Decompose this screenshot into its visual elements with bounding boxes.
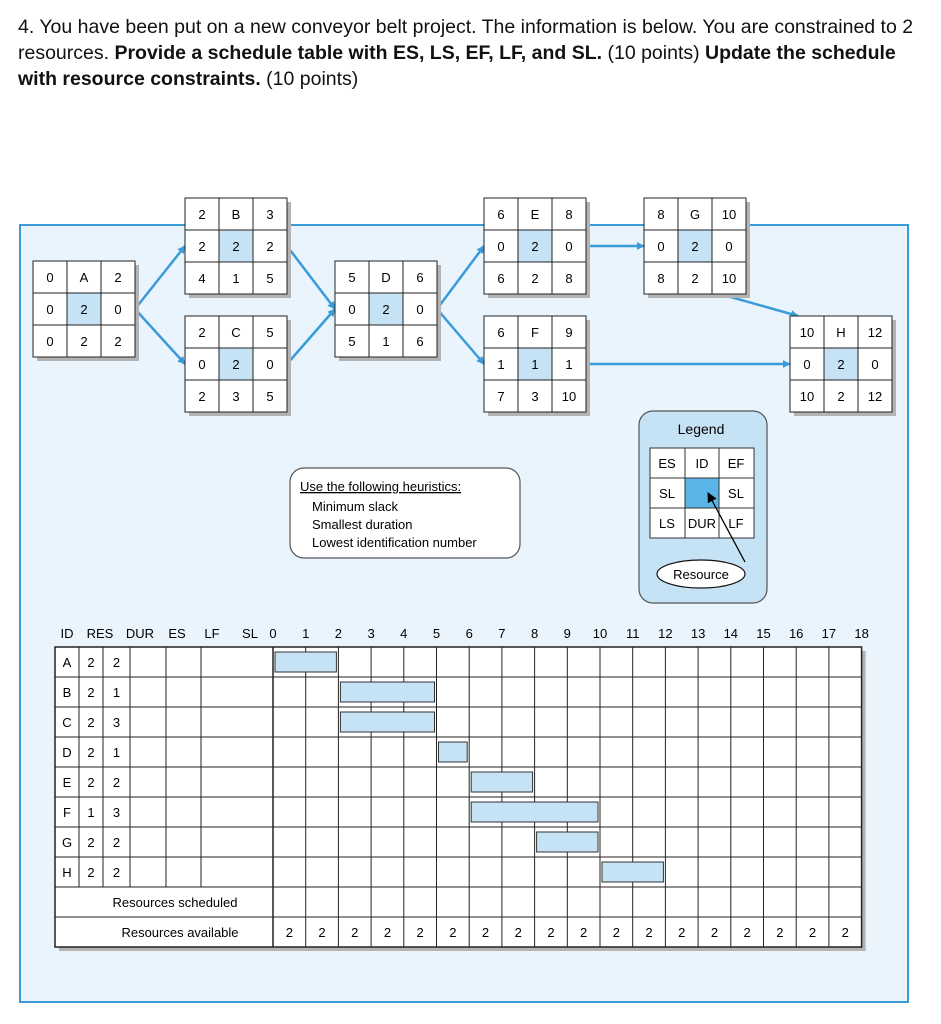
node-dur: 1 [382, 334, 390, 349]
resource-available-value: 2 [580, 925, 588, 940]
resource-available-value: 2 [285, 925, 293, 940]
node-g [644, 198, 750, 298]
schedule-table [55, 626, 869, 951]
resource-available-value: 2 [678, 925, 686, 940]
node-res: 2 [382, 302, 390, 317]
node-es: 6 [497, 207, 505, 222]
resource-available-value: 2 [383, 925, 392, 940]
resource-available-value: 2 [645, 925, 653, 940]
node-es: 10 [799, 325, 815, 340]
gantt-bar-d [439, 742, 468, 762]
node-sl: 2 [266, 239, 274, 254]
node-id: F [531, 325, 539, 340]
legend-ef: EF [727, 456, 745, 471]
node-id: G [689, 207, 701, 222]
time-label: 14 [723, 626, 739, 641]
row-dur: 1 [112, 745, 121, 760]
row-id: E [62, 775, 72, 790]
node-d [335, 261, 441, 361]
node-ef: 9 [565, 325, 573, 340]
header-es: ES [168, 626, 186, 641]
node-sl: 0 [46, 302, 54, 317]
header-id: ID [60, 626, 74, 641]
resources-scheduled-label: Resources scheduled [112, 895, 238, 910]
resource-available-value: 2 [612, 925, 620, 940]
node-res: 2 [232, 357, 240, 372]
row-id: G [61, 835, 73, 850]
node-lf: 5 [266, 389, 274, 404]
node-ls: 5 [348, 334, 356, 349]
resource-available-value: 2 [547, 925, 555, 940]
heuristic-item: Minimum slack [312, 499, 398, 514]
row-dur: 3 [112, 715, 121, 730]
gantt-bar-c [340, 712, 434, 732]
node-sl: 0 [416, 302, 424, 317]
heuristic-item: Smallest duration [312, 517, 413, 532]
time-label: 1 [302, 626, 310, 641]
node-sl: 2 [198, 239, 206, 254]
node-es: 6 [497, 325, 505, 340]
node-dur: 2 [80, 334, 88, 349]
node-id: H [836, 325, 846, 340]
row-id: D [62, 745, 72, 760]
node-lf: 10 [561, 389, 577, 404]
header-res: RES [86, 626, 114, 641]
node-ls: 8 [657, 271, 665, 286]
time-label: 7 [498, 626, 506, 641]
resource-available-value: 2 [449, 925, 457, 940]
node-ef: 3 [266, 207, 274, 222]
time-label: 12 [658, 626, 673, 641]
node-id: D [381, 270, 391, 285]
row-id: A [62, 655, 72, 670]
node-id: B [231, 207, 241, 222]
legend-es: ES [658, 456, 676, 471]
row-res: 2 [87, 835, 95, 850]
node-sl: 0 [348, 302, 356, 317]
header-lf: LF [204, 626, 220, 641]
node-ef: 10 [721, 207, 737, 222]
node-b [185, 198, 291, 298]
time-label: 3 [367, 626, 375, 641]
row-dur: 1 [112, 685, 121, 700]
question-bold1: Provide a schedule table with ES, LS, EF, LF, and SL. [114, 42, 603, 64]
node-dur: 3 [232, 389, 240, 404]
node-ef: 6 [416, 270, 424, 285]
resource-available-value: 2 [808, 925, 817, 940]
resource-available-value: 2 [481, 925, 490, 940]
node-ls: 4 [198, 271, 206, 286]
legend-sl-right: SL [728, 486, 744, 501]
node-lf: 10 [721, 271, 737, 286]
node-lf: 2 [114, 334, 122, 349]
node-dur: 2 [837, 389, 845, 404]
node-sl: 1 [565, 357, 573, 372]
resource-available-value: 2 [514, 925, 522, 940]
question-part1: 4. You have been put on a new conveyor belt project. The information is below. You are constrained to 2 resources. [18, 16, 914, 64]
legend-id: ID [695, 456, 709, 471]
row-dur: 2 [112, 655, 121, 670]
row-res: 2 [87, 715, 95, 730]
time-label: 11 [625, 626, 640, 641]
time-label: 5 [432, 626, 441, 641]
gantt-bar-b [340, 682, 434, 702]
question-part2: (10 points) [602, 42, 706, 64]
time-label: 8 [530, 626, 539, 641]
node-dur: 2 [531, 271, 539, 286]
question-bold2: Update the schedule with resource constraints. [18, 42, 896, 90]
resource-available-value: 2 [710, 925, 719, 940]
row-id: H [62, 865, 72, 880]
row-id: B [62, 685, 72, 700]
time-label: 18 [854, 626, 869, 641]
time-label: 4 [400, 626, 408, 641]
time-label: 2 [334, 626, 343, 641]
node-es: 5 [348, 270, 356, 285]
node-es: 8 [657, 207, 665, 222]
node-sl: 0 [198, 357, 206, 372]
node-sl: 0 [114, 302, 122, 317]
row-dur: 3 [112, 805, 121, 820]
node-sl: 0 [497, 239, 505, 254]
resource-available-value: 2 [743, 925, 751, 940]
node-lf: 6 [416, 334, 424, 349]
time-label: 9 [563, 626, 571, 641]
node-id: A [79, 270, 89, 285]
legend-resource: Resource [673, 567, 729, 582]
gantt-bar-f [471, 802, 598, 822]
node-sl: 1 [497, 357, 505, 372]
heuristic-item: Lowest identification number [312, 535, 477, 550]
node-ef: 2 [114, 270, 122, 285]
gantt-bar-e [471, 772, 532, 792]
node-res: 2 [691, 239, 699, 254]
node-lf: 8 [565, 271, 573, 286]
row-res: 2 [87, 655, 95, 670]
node-ls: 6 [497, 271, 505, 286]
node-res: 1 [531, 357, 539, 372]
row-dur: 2 [112, 775, 121, 790]
row-id: C [62, 715, 72, 730]
node-sl: 0 [565, 239, 573, 254]
node-res: 2 [837, 357, 845, 372]
node-ls: 10 [799, 389, 815, 404]
node-lf: 5 [266, 271, 274, 286]
node-es: 2 [198, 207, 206, 222]
node-sl: 0 [266, 357, 274, 372]
time-label: 0 [269, 626, 277, 641]
gantt-bar-h [602, 862, 663, 882]
node-id: E [530, 207, 540, 222]
node-sl: 0 [657, 239, 665, 254]
row-res: 2 [87, 865, 95, 880]
node-dur: 1 [232, 271, 240, 286]
legend-title: Legend [677, 421, 725, 437]
legend-lf: LF [728, 516, 744, 531]
row-id: F [63, 805, 71, 820]
legend [639, 411, 767, 603]
node-es: 2 [198, 325, 206, 340]
node-f [484, 316, 590, 416]
node-res: 2 [531, 239, 539, 254]
row-res: 2 [87, 685, 95, 700]
time-label: 16 [788, 626, 804, 641]
time-label: 17 [821, 626, 837, 641]
resource-available-value: 2 [318, 925, 326, 940]
node-ls: 0 [46, 334, 54, 349]
node-dur: 3 [531, 389, 539, 404]
header-dur: DUR [125, 626, 155, 641]
gantt-bar-a [275, 652, 336, 672]
node-c [185, 316, 291, 416]
time-label: 13 [690, 626, 706, 641]
header-sl: SL [242, 626, 258, 641]
resources-available-label: Resources available [121, 925, 239, 940]
question-part3: (10 points) [260, 68, 359, 90]
node-res: 2 [232, 239, 240, 254]
row-res: 2 [87, 745, 95, 760]
node-e [484, 198, 590, 298]
gantt-bar-g [537, 832, 598, 852]
time-label: 6 [465, 626, 473, 641]
time-label: 15 [756, 626, 771, 641]
node-ls: 2 [198, 389, 206, 404]
row-res: 2 [87, 775, 95, 790]
resource-available-value: 2 [841, 925, 849, 940]
resource-available-value: 2 [416, 925, 424, 940]
heuristics-title: Use the following heuristics: [300, 479, 462, 494]
node-ls: 7 [497, 389, 505, 404]
node-ef: 8 [565, 207, 573, 222]
node-res: 2 [80, 302, 88, 317]
time-label: 10 [592, 626, 608, 641]
row-dur: 2 [112, 865, 121, 880]
node-lf: 12 [867, 389, 883, 404]
node-ef: 12 [867, 325, 883, 340]
node-es: 0 [46, 270, 54, 285]
node-ef: 5 [266, 325, 274, 340]
node-sl: 0 [803, 357, 811, 372]
legend-ls: LS [659, 516, 675, 531]
resource-available-value: 2 [776, 925, 784, 940]
legend-dur: DUR [687, 516, 717, 531]
heuristics-box [290, 468, 520, 558]
node-a [33, 261, 139, 361]
node-h [790, 316, 896, 416]
node-sl: 0 [871, 357, 879, 372]
node-dur: 2 [691, 271, 699, 286]
resource-available-value: 2 [351, 925, 359, 940]
row-dur: 2 [112, 835, 121, 850]
row-res: 1 [87, 805, 95, 820]
node-sl: 0 [725, 239, 733, 254]
node-id: C [231, 325, 241, 340]
legend-sl-left: SL [659, 486, 675, 501]
